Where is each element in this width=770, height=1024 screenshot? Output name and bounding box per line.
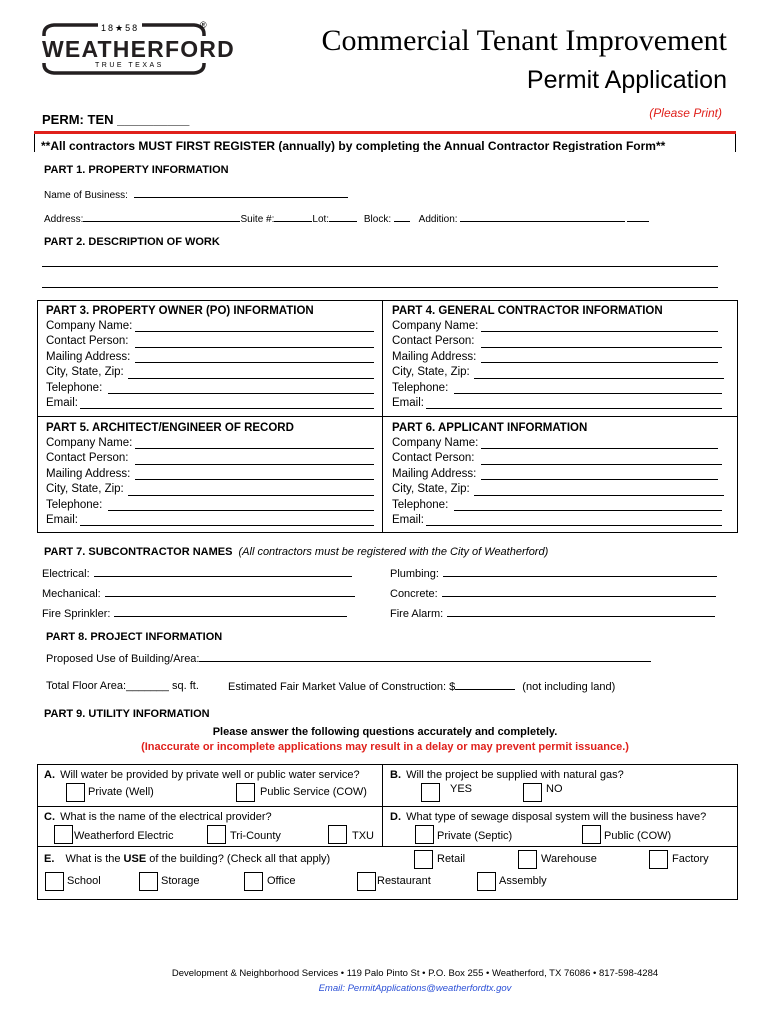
gas-no-checkbox[interactable] — [523, 783, 542, 802]
footer-address: Development & Neighborhood Services • 119 Palo Pinto St • P.O. Box 255 • Weatherford, TX 76086 • 817-598-4284 — [171, 968, 659, 979]
assembly-checkbox[interactable] — [477, 872, 496, 891]
part7-heading-row — [44, 546, 548, 558]
texas-star-icon: ★ — [115, 23, 126, 33]
electrical-label: Electrical: — [42, 568, 90, 580]
part7-heading: PART 7. SUBCONTRACTOR NAMES — [44, 546, 233, 558]
business-name-label: Name of Business: — [44, 190, 128, 201]
fire-sprinkler-label: Fire Sprinkler: — [42, 608, 111, 620]
private-well-checkbox[interactable] — [66, 783, 85, 802]
ap-city-row[interactable] — [392, 482, 724, 497]
po-mailing-label: Mailing Address: — [46, 350, 131, 363]
fire-alarm-row[interactable] — [390, 607, 715, 620]
ae-company-label: Company Name: — [46, 437, 133, 449]
ae-city-row[interactable] — [46, 482, 376, 497]
po-city-row[interactable] — [46, 365, 376, 380]
gas-no-label: NO — [546, 783, 563, 795]
part5-section — [46, 421, 376, 528]
question-b-letter: B. — [390, 769, 401, 781]
warehouse-label: Warehouse — [541, 853, 597, 865]
concrete-label: Concrete: — [390, 588, 438, 600]
public-service-label: Public Service (COW) — [260, 786, 367, 798]
weatherford-electric-checkbox[interactable] — [54, 825, 73, 844]
school-label: School — [67, 875, 101, 887]
ae-contact-field[interactable] — [135, 464, 374, 465]
logo-year-right: 58 — [125, 23, 140, 33]
ap-telephone-label: Telephone: — [392, 498, 449, 511]
ae-company-field[interactable] — [135, 448, 374, 449]
retail-label: Retail — [437, 853, 466, 865]
proposed-use-row[interactable] — [46, 652, 651, 665]
public-cow-checkbox[interactable] — [582, 825, 601, 844]
po-email-field[interactable] — [80, 408, 374, 409]
ap-company-label: Company Name: — [392, 437, 479, 449]
part5-heading: PART 5. ARCHITECT/ENGINEER OF RECORD — [46, 422, 294, 434]
part9-instruction: Please answer the following questions accurately and completely. — [212, 726, 558, 738]
form-subtitle: Permit Application — [526, 66, 727, 94]
question-c-text: What is the name of the electrical provider? — [60, 811, 272, 823]
storage-label: Storage — [161, 875, 200, 887]
gc-city-label: City, State, Zip: — [392, 366, 470, 379]
plumbing-row[interactable] — [390, 567, 717, 580]
gc-company-field[interactable] — [481, 331, 718, 332]
ap-contact-label: Contact Person: — [392, 452, 475, 465]
assembly-label: Assembly — [499, 875, 547, 887]
factory-label: Factory — [672, 853, 709, 865]
gc-email-label: Email: — [392, 396, 424, 409]
ae-email-field[interactable] — [80, 525, 374, 526]
po-telephone-label: Telephone: — [46, 381, 103, 394]
question-b-text: Will the project be supplied with natural gas? — [406, 769, 624, 781]
gc-mailing-label: Mailing Address: — [392, 350, 477, 363]
part1-heading: PART 1. PROPERTY INFORMATION — [44, 164, 229, 176]
ap-email-label: Email: — [392, 513, 424, 526]
part9-warning: (Inaccurate or incomplete applications may result in a delay or may prevent permit issuance.) — [141, 741, 629, 753]
ap-telephone-field[interactable] — [454, 510, 722, 511]
private-well-label: Private (Well) — [88, 786, 154, 798]
fire-sprinkler-row[interactable] — [42, 607, 347, 620]
ap-mailing-field[interactable] — [481, 479, 718, 480]
gc-email-field[interactable] — [426, 408, 722, 409]
ae-contact-label: Contact Person: — [46, 452, 129, 465]
gc-contact-label: Contact Person: — [392, 335, 475, 348]
form-title: Commercial Tenant Improvement — [321, 24, 727, 57]
ap-email-field[interactable] — [426, 525, 722, 526]
gc-telephone-row[interactable] — [392, 381, 724, 396]
market-value-field[interactable] — [455, 680, 515, 690]
part9-heading: PART 9. UTILITY INFORMATION — [44, 708, 210, 720]
office-checkbox[interactable] — [244, 872, 263, 891]
mechanical-label: Mechanical: — [42, 588, 101, 600]
po-telephone-field[interactable] — [108, 393, 374, 394]
question-a-letter: A. — [44, 769, 55, 781]
floor-area-field[interactable]: Total Floor Area:_______ sq. ft. — [46, 680, 199, 692]
po-mailing-field[interactable] — [135, 362, 374, 363]
footer-email-link[interactable]: Email: PermitApplications@weatherfordtx.gov — [318, 983, 512, 994]
concrete-row[interactable] — [390, 587, 716, 600]
block-field[interactable] — [394, 212, 410, 222]
part4-heading: PART 4. GENERAL CONTRACTOR INFORMATION — [392, 305, 663, 317]
question-b — [390, 769, 624, 781]
question-e-pre: What is the — [65, 853, 124, 865]
description-line-1[interactable] — [42, 266, 718, 267]
electrical-field[interactable] — [94, 567, 352, 577]
txu-checkbox[interactable] — [328, 825, 347, 844]
question-d-text: What type of sewage disposal system will the business have? — [406, 811, 707, 823]
po-company-label: Company Name: — [46, 320, 133, 332]
po-contact-field[interactable] — [135, 347, 374, 348]
retail-checkbox[interactable] — [414, 850, 433, 869]
po-contact-label: Contact Person: — [46, 335, 129, 348]
question-e — [44, 853, 330, 865]
gc-mailing-field[interactable] — [481, 362, 718, 363]
block-label: Block: — [363, 214, 392, 225]
ae-city-label: City, State, Zip: — [46, 483, 124, 496]
addition-field-ext[interactable] — [627, 212, 649, 222]
market-value-label: Estimated Fair Market Value of Construction: $ — [228, 681, 456, 693]
question-c-letter: C. — [44, 811, 55, 823]
description-line-2[interactable] — [42, 287, 718, 288]
not-including-land: (not including land) — [522, 681, 616, 693]
ae-telephone-label: Telephone: — [46, 498, 103, 511]
part3-section — [46, 304, 376, 411]
ae-telephone-row[interactable] — [46, 498, 376, 513]
ae-company-row[interactable] — [46, 436, 376, 451]
question-d — [390, 811, 706, 823]
weatherford-logo — [34, 20, 235, 78]
perm-number-field[interactable]: PERM: TEN __________ — [42, 112, 190, 127]
utility-vdivider — [382, 764, 383, 846]
floor-area-row[interactable] — [46, 680, 199, 692]
lot-field[interactable] — [329, 212, 357, 222]
public-service-checkbox[interactable] — [236, 783, 255, 802]
ap-contact-field[interactable] — [481, 464, 722, 465]
restaurant-checkbox[interactable] — [357, 872, 376, 891]
restaurant-label: Restaurant — [377, 875, 431, 887]
gc-mailing-row[interactable] — [392, 350, 724, 365]
question-e-post: of the building? (Check all that apply) — [146, 853, 331, 865]
ap-email-row[interactable] — [392, 513, 724, 528]
fire-alarm-field[interactable] — [447, 607, 715, 617]
business-name-row[interactable] — [44, 188, 348, 201]
question-d-letter: D. — [390, 811, 401, 823]
concrete-field[interactable] — [442, 587, 716, 597]
po-email-label: Email: — [46, 396, 78, 409]
registered-mark: ® — [200, 20, 207, 30]
question-a — [44, 769, 360, 781]
po-contact-row[interactable] — [46, 334, 376, 349]
logo-tagline: TRUE TEXAS — [92, 62, 167, 69]
plumbing-label: Plumbing: — [390, 568, 439, 580]
address-field[interactable] — [83, 212, 240, 222]
ap-mailing-label: Mailing Address: — [392, 467, 477, 480]
part2-heading: PART 2. DESCRIPTION OF WORK — [44, 236, 220, 248]
mechanical-row[interactable] — [42, 587, 355, 600]
school-checkbox[interactable] — [45, 872, 64, 891]
ap-mailing-row[interactable] — [392, 467, 724, 482]
registration-banner — [34, 134, 736, 152]
part7-note: (All contractors must be registered with the City of Weatherford) — [238, 546, 549, 558]
address-row — [44, 212, 649, 225]
tri-county-checkbox[interactable] — [207, 825, 226, 844]
suite-label: Suite #: — [240, 214, 275, 225]
proposed-use-field[interactable] — [199, 652, 651, 662]
part4-section — [392, 304, 724, 411]
ae-email-row[interactable] — [46, 513, 376, 528]
market-value-row[interactable] — [228, 680, 615, 693]
po-city-label: City, State, Zip: — [46, 366, 124, 379]
proposed-use-label: Proposed Use of Building/Area: — [46, 653, 200, 665]
question-a-text: Will water be provided by private well or public water service? — [60, 769, 360, 781]
utility-hdivider-1 — [37, 806, 738, 807]
public-cow-label: Public (COW) — [604, 830, 672, 842]
fire-sprinkler-field[interactable] — [114, 607, 347, 617]
logo-year-left: 18 — [101, 23, 116, 33]
gas-yes-checkbox[interactable] — [421, 783, 440, 802]
ap-contact-row[interactable] — [392, 451, 724, 466]
lot-label: Lot: — [312, 214, 330, 225]
ap-company-row[interactable] — [392, 436, 724, 451]
question-c — [44, 811, 272, 823]
ae-mailing-row[interactable] — [46, 467, 376, 482]
ae-telephone-field[interactable] — [108, 510, 374, 511]
logo-name: WEATHERFORD — [42, 36, 235, 62]
mechanical-field[interactable] — [105, 587, 355, 597]
question-e-use: USE — [123, 853, 147, 865]
registration-banner-text: **All contractors MUST FIRST REGISTER (annually) by completing the Annual Contractor Registration Form** — [41, 139, 666, 152]
gc-telephone-field[interactable] — [454, 393, 722, 394]
gc-company-row[interactable] — [392, 319, 724, 334]
ae-mailing-label: Mailing Address: — [46, 467, 131, 480]
private-septic-checkbox[interactable] — [415, 825, 434, 844]
business-name-field[interactable] — [134, 188, 348, 198]
addition-field[interactable] — [460, 212, 625, 222]
question-e-letter: E. — [44, 853, 55, 865]
plumbing-field[interactable] — [443, 567, 717, 577]
part8-heading: PART 8. PROJECT INFORMATION — [46, 631, 223, 643]
ae-city-field[interactable] — [128, 495, 374, 496]
suite-field[interactable] — [274, 212, 312, 222]
address-label: Address: — [44, 214, 84, 225]
gc-city-field[interactable] — [474, 378, 724, 379]
po-email-row[interactable] — [46, 396, 376, 411]
private-septic-label: Private (Septic) — [437, 830, 513, 842]
part6-heading: PART 6. APPLICANT INFORMATION — [392, 422, 588, 434]
txu-label: TXU — [352, 830, 374, 842]
ae-contact-row[interactable] — [46, 451, 376, 466]
please-print-note: (Please Print) — [649, 106, 722, 120]
ap-company-field[interactable] — [481, 448, 718, 449]
gas-yes-label: YES — [450, 783, 473, 795]
po-city-field[interactable] — [128, 378, 374, 379]
part6-section — [392, 421, 724, 528]
gc-email-row[interactable] — [392, 396, 724, 411]
po-mailing-row[interactable] — [46, 350, 376, 365]
fire-alarm-label: Fire Alarm: — [390, 608, 444, 620]
gc-telephone-label: Telephone: — [392, 381, 449, 394]
ap-telephone-row[interactable] — [392, 498, 724, 513]
tri-county-label: Tri-County — [230, 830, 281, 842]
ap-city-field[interactable] — [474, 495, 724, 496]
gc-contact-row[interactable] — [392, 334, 724, 349]
po-telephone-row[interactable] — [46, 381, 376, 396]
gc-company-label: Company Name: — [392, 320, 479, 332]
warehouse-checkbox[interactable] — [518, 850, 537, 869]
gc-contact-field[interactable] — [481, 347, 722, 348]
gc-city-row[interactable] — [392, 365, 724, 380]
part3-heading: PART 3. PROPERTY OWNER (PO) INFORMATION — [46, 305, 314, 317]
po-company-field[interactable] — [135, 331, 374, 332]
office-label: Office — [267, 875, 296, 887]
ap-city-label: City, State, Zip: — [392, 483, 470, 496]
storage-checkbox[interactable] — [139, 872, 158, 891]
electrical-row[interactable] — [42, 567, 352, 580]
weatherford-electric-label: Weatherford Electric — [74, 830, 174, 842]
addition-label: Addition: — [418, 214, 458, 225]
factory-checkbox[interactable] — [649, 850, 668, 869]
contacts-grid-hdivider — [37, 416, 738, 417]
ae-mailing-field[interactable] — [135, 479, 374, 480]
po-company-row[interactable] — [46, 319, 376, 334]
utility-hdivider-2 — [37, 846, 738, 847]
ae-email-label: Email: — [46, 513, 78, 526]
